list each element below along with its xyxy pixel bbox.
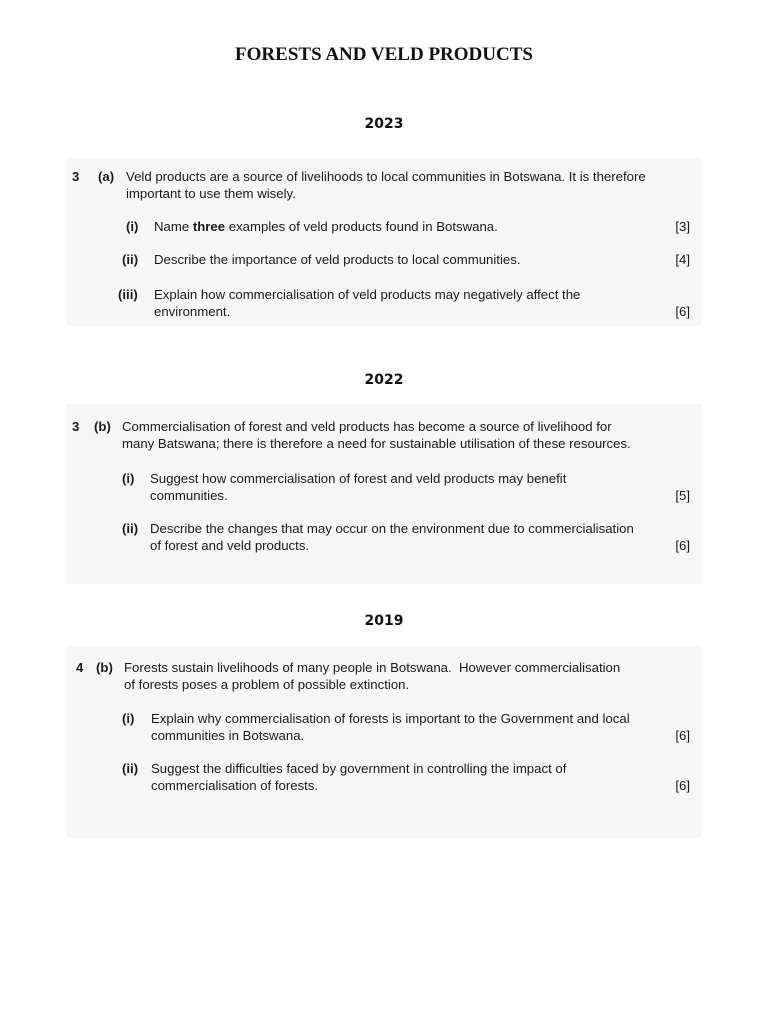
sub-question-text: Suggest the difficulties faced by government in controlling the impact of — [151, 761, 567, 776]
marks-allocation: [4] — [675, 252, 690, 267]
question-block — [66, 158, 702, 326]
marks-allocation: [6] — [675, 538, 690, 553]
document-title: FORESTS AND VELD PRODUCTS — [235, 44, 533, 65]
emphasis: three — [192, 219, 226, 234]
sub-question-text: commercialisation of forests. — [151, 778, 319, 793]
year-heading: 2019 — [364, 613, 404, 629]
sub-question-text: of forest and veld products. — [150, 538, 310, 553]
sub-question-label: (ii) — [122, 521, 139, 536]
sub-question-label: (i) — [122, 471, 135, 486]
sub-question-text: communities. — [150, 488, 228, 503]
sub-question-label: (ii) — [122, 252, 139, 267]
question-stem-line: Forests sustain livelihoods of many people in Botswana. However commercialisation — [124, 660, 621, 675]
sub-question-text: Suggest how commercialisation of forest and veld products may benefit — [150, 471, 567, 486]
year-heading: 2023 — [364, 116, 404, 132]
question-number: 3 — [72, 419, 80, 434]
question-stem-line: many Batswana; there is therefore a need for sustainable utilisation of these resources. — [122, 436, 631, 451]
question-block — [66, 646, 702, 838]
sub-question-label: (i) — [122, 711, 135, 726]
marks-allocation: [6] — [675, 304, 690, 319]
question-stem-line: Commercialisation of forest and veld products has become a source of livelihood for — [122, 419, 612, 434]
sub-question-text: Describe the importance of veld products to local communities. — [154, 252, 521, 267]
question-part-label: (b) — [96, 660, 113, 675]
marks-allocation: [3] — [675, 219, 690, 234]
sub-question-text: environment. — [154, 304, 231, 319]
question-part-label: (b) — [94, 419, 111, 434]
sub-question-text: communities in Botswana. — [151, 728, 305, 743]
sub-question-label: (i) — [126, 219, 139, 234]
question-block — [66, 404, 702, 584]
question-stem-line: of forests poses a problem of possible extinction. — [124, 677, 410, 692]
sub-question-label: (ii) — [122, 761, 139, 776]
sub-question-text: Describe the changes that may occur on the environment due to commercialisation — [150, 521, 634, 536]
sub-question-text: Explain how commercialisation of veld products may negatively affect the — [154, 287, 581, 302]
sub-question-text: Explain why commercialisation of forests is important to the Government and local — [151, 711, 630, 726]
sub-question-label: (iii) — [118, 287, 138, 302]
question-number: 3 — [72, 169, 80, 184]
question-number: 4 — [76, 660, 84, 675]
question-stem-line: important to use them wisely. — [126, 186, 296, 201]
year-heading: 2022 — [364, 372, 404, 388]
question-stem-line: Veld products are a source of livelihoods to local communities in Botswana. It is therefore — [126, 169, 646, 184]
sub-question-text: Name three examples of veld products found in Botswana. — [154, 219, 498, 234]
marks-allocation: [5] — [675, 488, 690, 503]
marks-allocation: [6] — [675, 778, 690, 793]
question-part-label: (a) — [98, 169, 115, 184]
marks-allocation: [6] — [675, 728, 690, 743]
